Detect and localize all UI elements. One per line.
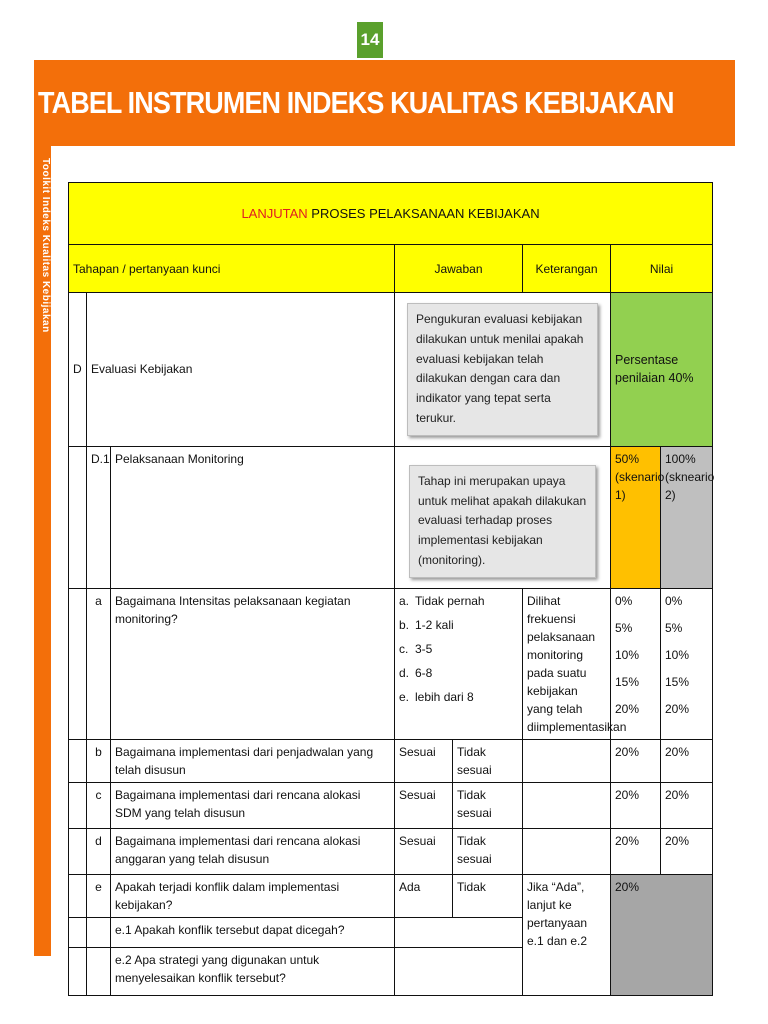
row-e1-question: e.1 Apakah konflik tersebut dapat dicegah? bbox=[111, 917, 395, 947]
row-a-code: a bbox=[87, 588, 111, 739]
page-number: 14 bbox=[357, 22, 383, 58]
row-e-ans2: Tidak bbox=[453, 874, 523, 917]
row-d-question: Bagaimana implementasi dari rencana alokasi anggaran yang telah disusun bbox=[111, 828, 395, 874]
row-c-ans2: Tidak sesuai bbox=[453, 782, 523, 828]
page-title: TABEL INSTRUMEN INDEKS KUALITAS KEBIJAKAN bbox=[38, 85, 674, 120]
col-stage: Tahapan / pertanyaan kunci bbox=[69, 245, 395, 293]
title-band bbox=[34, 60, 735, 146]
row-b bbox=[69, 739, 713, 782]
option-item: e. lebih dari 8 bbox=[399, 689, 474, 704]
heading-prefix: LANJUTAN bbox=[241, 205, 308, 221]
section-d-note-cell bbox=[395, 293, 611, 447]
col-note: Keterangan bbox=[523, 245, 611, 293]
scenario-2: 100% (skneario 2) bbox=[661, 446, 713, 588]
row-d-v1: 20% bbox=[611, 828, 661, 874]
row-c-ans1: Sesuai bbox=[395, 782, 453, 828]
row-e-ans1: Ada bbox=[395, 874, 453, 917]
col-value: Nilai bbox=[611, 245, 713, 293]
row-d bbox=[69, 828, 713, 874]
section-d-value: Persentase penilaian 40% bbox=[611, 293, 713, 447]
section-d-label: Evaluasi Kebijakan bbox=[87, 293, 395, 447]
section-d1-note-cell bbox=[395, 446, 611, 588]
row-c-code: c bbox=[87, 782, 111, 828]
row-d-ans1: Sesuai bbox=[395, 828, 453, 874]
row-c-question: Bagaimana implementasi dari rencana alokasi SDM yang telah disusun bbox=[111, 782, 395, 828]
section-d1-label: Pelaksanaan Monitoring bbox=[111, 446, 395, 588]
section-d1-row bbox=[69, 446, 713, 588]
row-c-v2: 20% bbox=[661, 782, 713, 828]
row-d-ans2: Tidak sesuai bbox=[453, 828, 523, 874]
row-b-ans1: Sesuai bbox=[395, 739, 453, 782]
row-e-value: 20% bbox=[611, 874, 713, 995]
table-heading-row bbox=[69, 183, 713, 245]
table-heading bbox=[69, 183, 713, 245]
column-header-row bbox=[69, 245, 713, 293]
row-a-question: Bagaimana Intensitas pelaksanaan kegiatan monitoring? bbox=[111, 588, 395, 739]
row-a-values-1: 0% 5% 10% 15% 20% bbox=[611, 588, 661, 739]
option-item: d. 6-8 bbox=[399, 665, 433, 680]
row-d-code: d bbox=[87, 828, 111, 874]
row-e2-question: e.2 Apa strategi yang digunakan untuk menyelesaikan konflik tersebut? bbox=[111, 947, 395, 995]
row-e-question: Apakah terjadi konflik dalam implementasi kebijakan? bbox=[111, 874, 395, 917]
row-d-v2: 20% bbox=[661, 828, 713, 874]
row-a-options bbox=[395, 588, 523, 739]
row-a-values-2: 0% 5% 10% 15% 20% bbox=[661, 588, 713, 739]
row-e-note: Jika “Ada”, lanjut ke pertanyaan e.1 dan e.2 bbox=[523, 874, 611, 995]
side-label: Toolkit Indeks Kualitas Kebijakan bbox=[40, 158, 51, 333]
row-c-v1: 20% bbox=[611, 782, 661, 828]
row-b-v2: 20% bbox=[661, 739, 713, 782]
row-a-note: Dilihat frekuensi pelaksanaan monitoring pada suatu kebijakan yang telah diimplementasikan bbox=[523, 588, 611, 739]
row-e-code: e bbox=[87, 874, 111, 917]
row-e bbox=[69, 874, 713, 917]
row-b-v1: 20% bbox=[611, 739, 661, 782]
row-b-question: Bagaimana implementasi dari penjadwalan yang telah disusun bbox=[111, 739, 395, 782]
row-a bbox=[69, 588, 713, 739]
row-b-ans2: Tidak sesuai bbox=[453, 739, 523, 782]
heading-main: PROSES PELAKSANAAN KEBIJAKAN bbox=[311, 205, 540, 221]
scenario-1: 50% (skenario 1) bbox=[611, 446, 661, 588]
section-d-code: D bbox=[69, 293, 87, 447]
option-item: c. 3-5 bbox=[399, 641, 433, 656]
instrument-table bbox=[68, 182, 713, 996]
row-c bbox=[69, 782, 713, 828]
section-d1-code: D.1 bbox=[87, 446, 111, 588]
section-d-note-box: Pengukuran evaluasi kebijakan dilakukan untuk menilai apakah evaluasi kebijakan telah dilakukan dengan cara dan indikator yang tepat serta terukur. bbox=[407, 303, 598, 436]
option-item: b. 1-2 kali bbox=[399, 617, 454, 632]
option-item: a. Tidak pernah bbox=[399, 593, 485, 608]
section-d-row bbox=[69, 293, 713, 447]
col-answer: Jawaban bbox=[395, 245, 523, 293]
section-d1-note-box: Tahap ini merupakan upaya untuk melihat apakah dilakukan evaluasi terhadap proses implementasi kebijakan (monitoring). bbox=[409, 465, 596, 578]
row-b-code: b bbox=[87, 739, 111, 782]
